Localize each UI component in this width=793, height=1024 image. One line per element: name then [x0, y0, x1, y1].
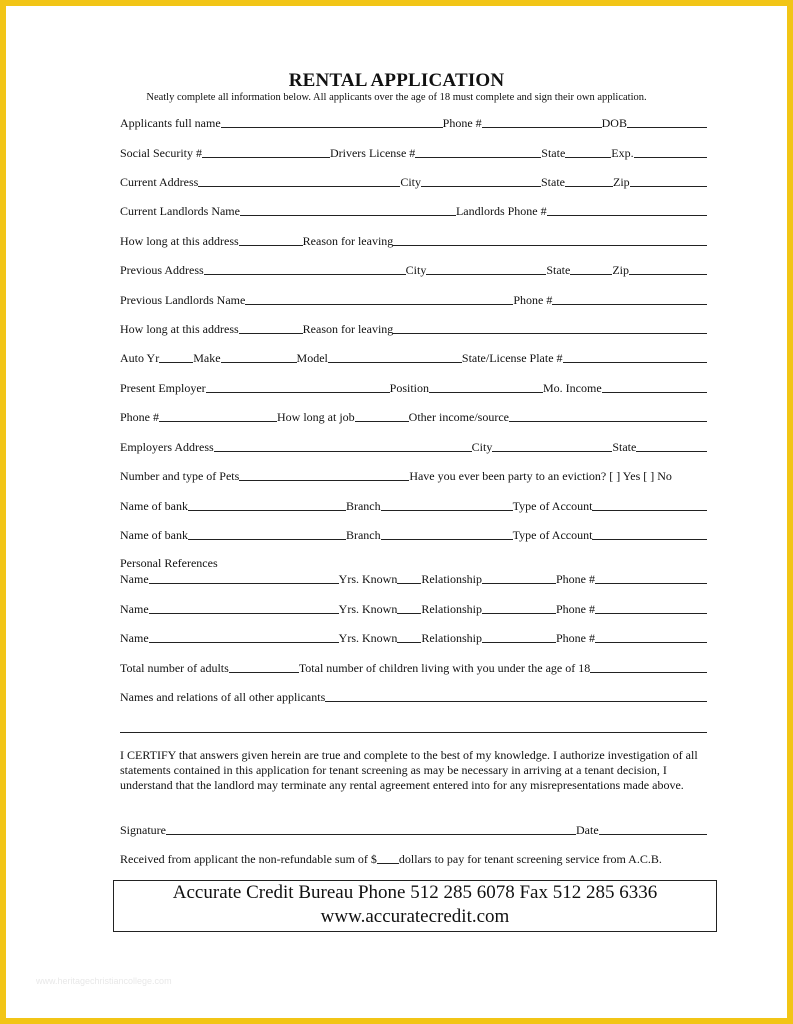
bank-row-2: [120, 526, 707, 542]
employer-phone-label: Phone #: [120, 410, 159, 424]
reference-name-label: Name: [120, 572, 149, 586]
date-field[interactable]: [599, 834, 707, 835]
landlord-phone-label: Landlords Phone #: [455, 204, 547, 218]
license-plate-field[interactable]: [563, 362, 707, 363]
employer-address-row: [120, 438, 707, 454]
reason-label-2: Reason for leaving: [302, 322, 394, 336]
fee-amount-field[interactable]: [377, 863, 399, 864]
received-label: Received from applicant the non-refundable sum of $: [120, 852, 377, 866]
ssn-label: Social Security #: [120, 146, 202, 160]
previous-landlord-phone-label: Phone #: [513, 293, 553, 307]
previous-address-field[interactable]: [204, 274, 406, 275]
other-applicants-row: [120, 688, 707, 704]
how-long-row-2: [120, 320, 707, 336]
present-employer-label: Present Employer: [120, 381, 206, 395]
landlord-phone-field[interactable]: [547, 215, 707, 216]
current-zip-field[interactable]: [630, 186, 707, 187]
pets-field[interactable]: [239, 480, 409, 481]
reference-row-3: [120, 629, 707, 645]
reason-field-1[interactable]: [393, 245, 707, 246]
how-long-job-field[interactable]: [355, 421, 409, 422]
previous-address-row: [120, 261, 707, 277]
reference-yrs-field[interactable]: [397, 642, 421, 643]
auto-row: [120, 349, 707, 365]
adults-field[interactable]: [229, 672, 299, 673]
current-landlord-label: Current Landlords Name: [120, 204, 240, 218]
reference-relationship-label: Relationship: [421, 602, 482, 616]
bank-row-1: [120, 497, 707, 513]
how-long-job-label: How long at job: [277, 410, 355, 424]
reference-name-field[interactable]: [149, 583, 339, 584]
reason-field-2[interactable]: [393, 333, 707, 334]
employer-phone-field[interactable]: [159, 421, 277, 422]
how-long-label-1: How long at this address: [120, 234, 239, 248]
employer-address-field[interactable]: [214, 451, 472, 452]
position-label: Position: [389, 381, 430, 395]
reference-phone-label: Phone #: [556, 572, 595, 586]
previous-city-field[interactable]: [426, 274, 546, 275]
other-applicants-label: Names and relations of all other applicants: [120, 690, 326, 704]
form-instructions: Neatly complete all information below. All applicants over the age of 18 must complete and sign their own application.: [146, 92, 647, 103]
reference-name-label: Name: [120, 631, 149, 645]
previous-zip-field[interactable]: [629, 274, 707, 275]
previous-landlord-row: [120, 291, 707, 307]
phone-label: Phone #: [442, 116, 482, 130]
date-label: Date: [576, 823, 599, 837]
signature-label: Signature: [120, 823, 166, 837]
account-type-label-2: Type of Account: [512, 528, 593, 542]
occupants-row: [120, 659, 707, 675]
current-address-row: [120, 173, 707, 189]
exp-field[interactable]: [634, 157, 707, 158]
branch-label-1: Branch: [345, 499, 381, 513]
current-landlord-field[interactable]: [240, 215, 456, 216]
previous-state-field[interactable]: [570, 274, 612, 275]
other-income-label: Other income/source: [408, 410, 509, 424]
auto-yr-field[interactable]: [159, 362, 193, 363]
reference-phone-field[interactable]: [595, 642, 707, 643]
reference-name-field[interactable]: [149, 642, 339, 643]
document-page: [6, 6, 787, 1018]
children-label: Total number of children living with you under the age of 18: [298, 661, 591, 675]
auto-model-label: Model: [296, 351, 328, 365]
other-applicants-field[interactable]: [325, 701, 707, 702]
bank-name-label-1: Name of bank: [120, 499, 188, 513]
how-long-field-2[interactable]: [239, 333, 303, 334]
pets-row: [120, 467, 707, 483]
license-label: Drivers License #: [329, 146, 416, 160]
watermark: www.heritagechristiancollege.com: [36, 976, 172, 986]
previous-zip-label: Zip: [612, 263, 630, 277]
auto-yr-label: Auto Yr: [120, 351, 160, 365]
license-state-label: State: [541, 146, 566, 160]
reference-yrs-field[interactable]: [397, 613, 421, 614]
reference-name-label: Name: [120, 602, 149, 616]
how-long-label-2: How long at this address: [120, 322, 239, 336]
current-city-label: City: [400, 175, 421, 189]
bank-name-label-2: Name of bank: [120, 528, 188, 542]
exp-label: Exp.: [611, 146, 634, 160]
certification-statement: I CERTIFY that answers given herein are true and complete to the best of my knowledge. I authorize investigation of all statements contained in this application for tenant screening as may be necessary in arriving at a tenant decision, I understand that the landlord may terminate any rental agreement entered into for any misrepresentations made above.: [120, 748, 698, 792]
reference-yrs-label: Yrs. Known: [338, 602, 398, 616]
branch-label-2: Branch: [345, 528, 381, 542]
eviction-question[interactable]: Have you ever been party to an eviction? [ ] Yes [ ] No: [409, 469, 672, 483]
branch-field-1[interactable]: [381, 510, 513, 511]
children-field[interactable]: [590, 672, 707, 673]
footer-website: www.accuratecredit.com: [320, 906, 510, 927]
phone-field[interactable]: [482, 127, 602, 128]
reference-phone-field[interactable]: [595, 613, 707, 614]
reference-yrs-label: Yrs. Known: [338, 572, 398, 586]
applicant-row: [120, 114, 707, 130]
dob-label: DOB: [601, 116, 627, 130]
position-field[interactable]: [429, 392, 543, 393]
previous-landlord-field[interactable]: [245, 304, 513, 305]
license-state-field[interactable]: [565, 157, 611, 158]
other-applicants-extra-line[interactable]: [120, 732, 707, 733]
auto-model-field[interactable]: [328, 362, 462, 363]
account-type-field-2[interactable]: [592, 539, 707, 540]
employer-address-label: Employers Address: [120, 440, 214, 454]
ssn-row: [120, 144, 707, 160]
bank-name-field-2[interactable]: [188, 539, 346, 540]
previous-landlord-label: Previous Landlords Name: [120, 293, 246, 307]
adults-label: Total number of adults: [120, 661, 229, 675]
branch-field-2[interactable]: [381, 539, 513, 540]
form-title: RENTAL APPLICATION: [288, 70, 505, 91]
previous-city-label: City: [405, 263, 427, 277]
current-address-field[interactable]: [198, 186, 400, 187]
auto-make-field[interactable]: [221, 362, 297, 363]
references-heading: Personal References: [120, 556, 218, 570]
reference-row-1: [120, 570, 707, 586]
employer-state-field[interactable]: [636, 451, 707, 452]
reference-yrs-label: Yrs. Known: [338, 631, 398, 645]
dob-field[interactable]: [627, 127, 707, 128]
full-name-field[interactable]: [221, 127, 443, 128]
employer-row: [120, 379, 707, 395]
employer-city-label: City: [471, 440, 493, 454]
previous-address-label: Previous Address: [120, 263, 204, 277]
employment-row: [120, 408, 707, 424]
reference-relationship-label: Relationship: [421, 572, 482, 586]
other-income-field[interactable]: [509, 421, 707, 422]
account-type-label-1: Type of Account: [512, 499, 593, 513]
income-field[interactable]: [602, 392, 707, 393]
pets-label: Number and type of Pets: [120, 469, 240, 483]
previous-landlord-phone-field[interactable]: [552, 304, 707, 305]
current-zip-label: Zip: [613, 175, 630, 189]
contact-footer: [113, 880, 717, 932]
received-label-end: dollars to pay for tenant screening service from A.C.B.: [398, 852, 662, 866]
how-long-field-1[interactable]: [239, 245, 303, 246]
reference-phone-label: Phone #: [556, 602, 595, 616]
reference-phone-label: Phone #: [556, 631, 595, 645]
current-address-label: Current Address: [120, 175, 199, 189]
current-landlord-row: [120, 202, 707, 218]
income-label: Mo. Income: [543, 381, 602, 395]
ssn-field[interactable]: [202, 157, 330, 158]
received-row: [120, 850, 707, 866]
signature-row: [120, 821, 707, 837]
current-state-label: State: [541, 175, 565, 189]
auto-make-label: Make: [193, 351, 221, 365]
reference-yrs-field[interactable]: [397, 583, 421, 584]
reference-relationship-label: Relationship: [421, 631, 482, 645]
signature-field[interactable]: [166, 834, 576, 835]
license-plate-label: State/License Plate #: [461, 351, 563, 365]
current-state-field[interactable]: [565, 186, 613, 187]
reference-row-2: [120, 600, 707, 616]
previous-state-label: State: [546, 263, 571, 277]
bank-name-field-1[interactable]: [188, 510, 346, 511]
how-long-row-1: [120, 232, 707, 248]
reference-relationship-field[interactable]: [482, 583, 556, 584]
reference-phone-field[interactable]: [595, 583, 707, 584]
reference-relationship-field[interactable]: [482, 613, 556, 614]
footer-phone-fax: Accurate Credit Bureau Phone 512 285 6078 Fax 512 285 6336: [172, 882, 658, 903]
reference-name-field[interactable]: [149, 613, 339, 614]
license-field[interactable]: [415, 157, 541, 158]
full-name-label: Applicants full name: [120, 116, 221, 130]
employer-city-field[interactable]: [492, 451, 612, 452]
reference-relationship-field[interactable]: [482, 642, 556, 643]
present-employer-field[interactable]: [206, 392, 390, 393]
current-city-field[interactable]: [421, 186, 541, 187]
employer-state-label: State: [612, 440, 637, 454]
account-type-field-1[interactable]: [592, 510, 707, 511]
reason-label-1: Reason for leaving: [302, 234, 394, 248]
